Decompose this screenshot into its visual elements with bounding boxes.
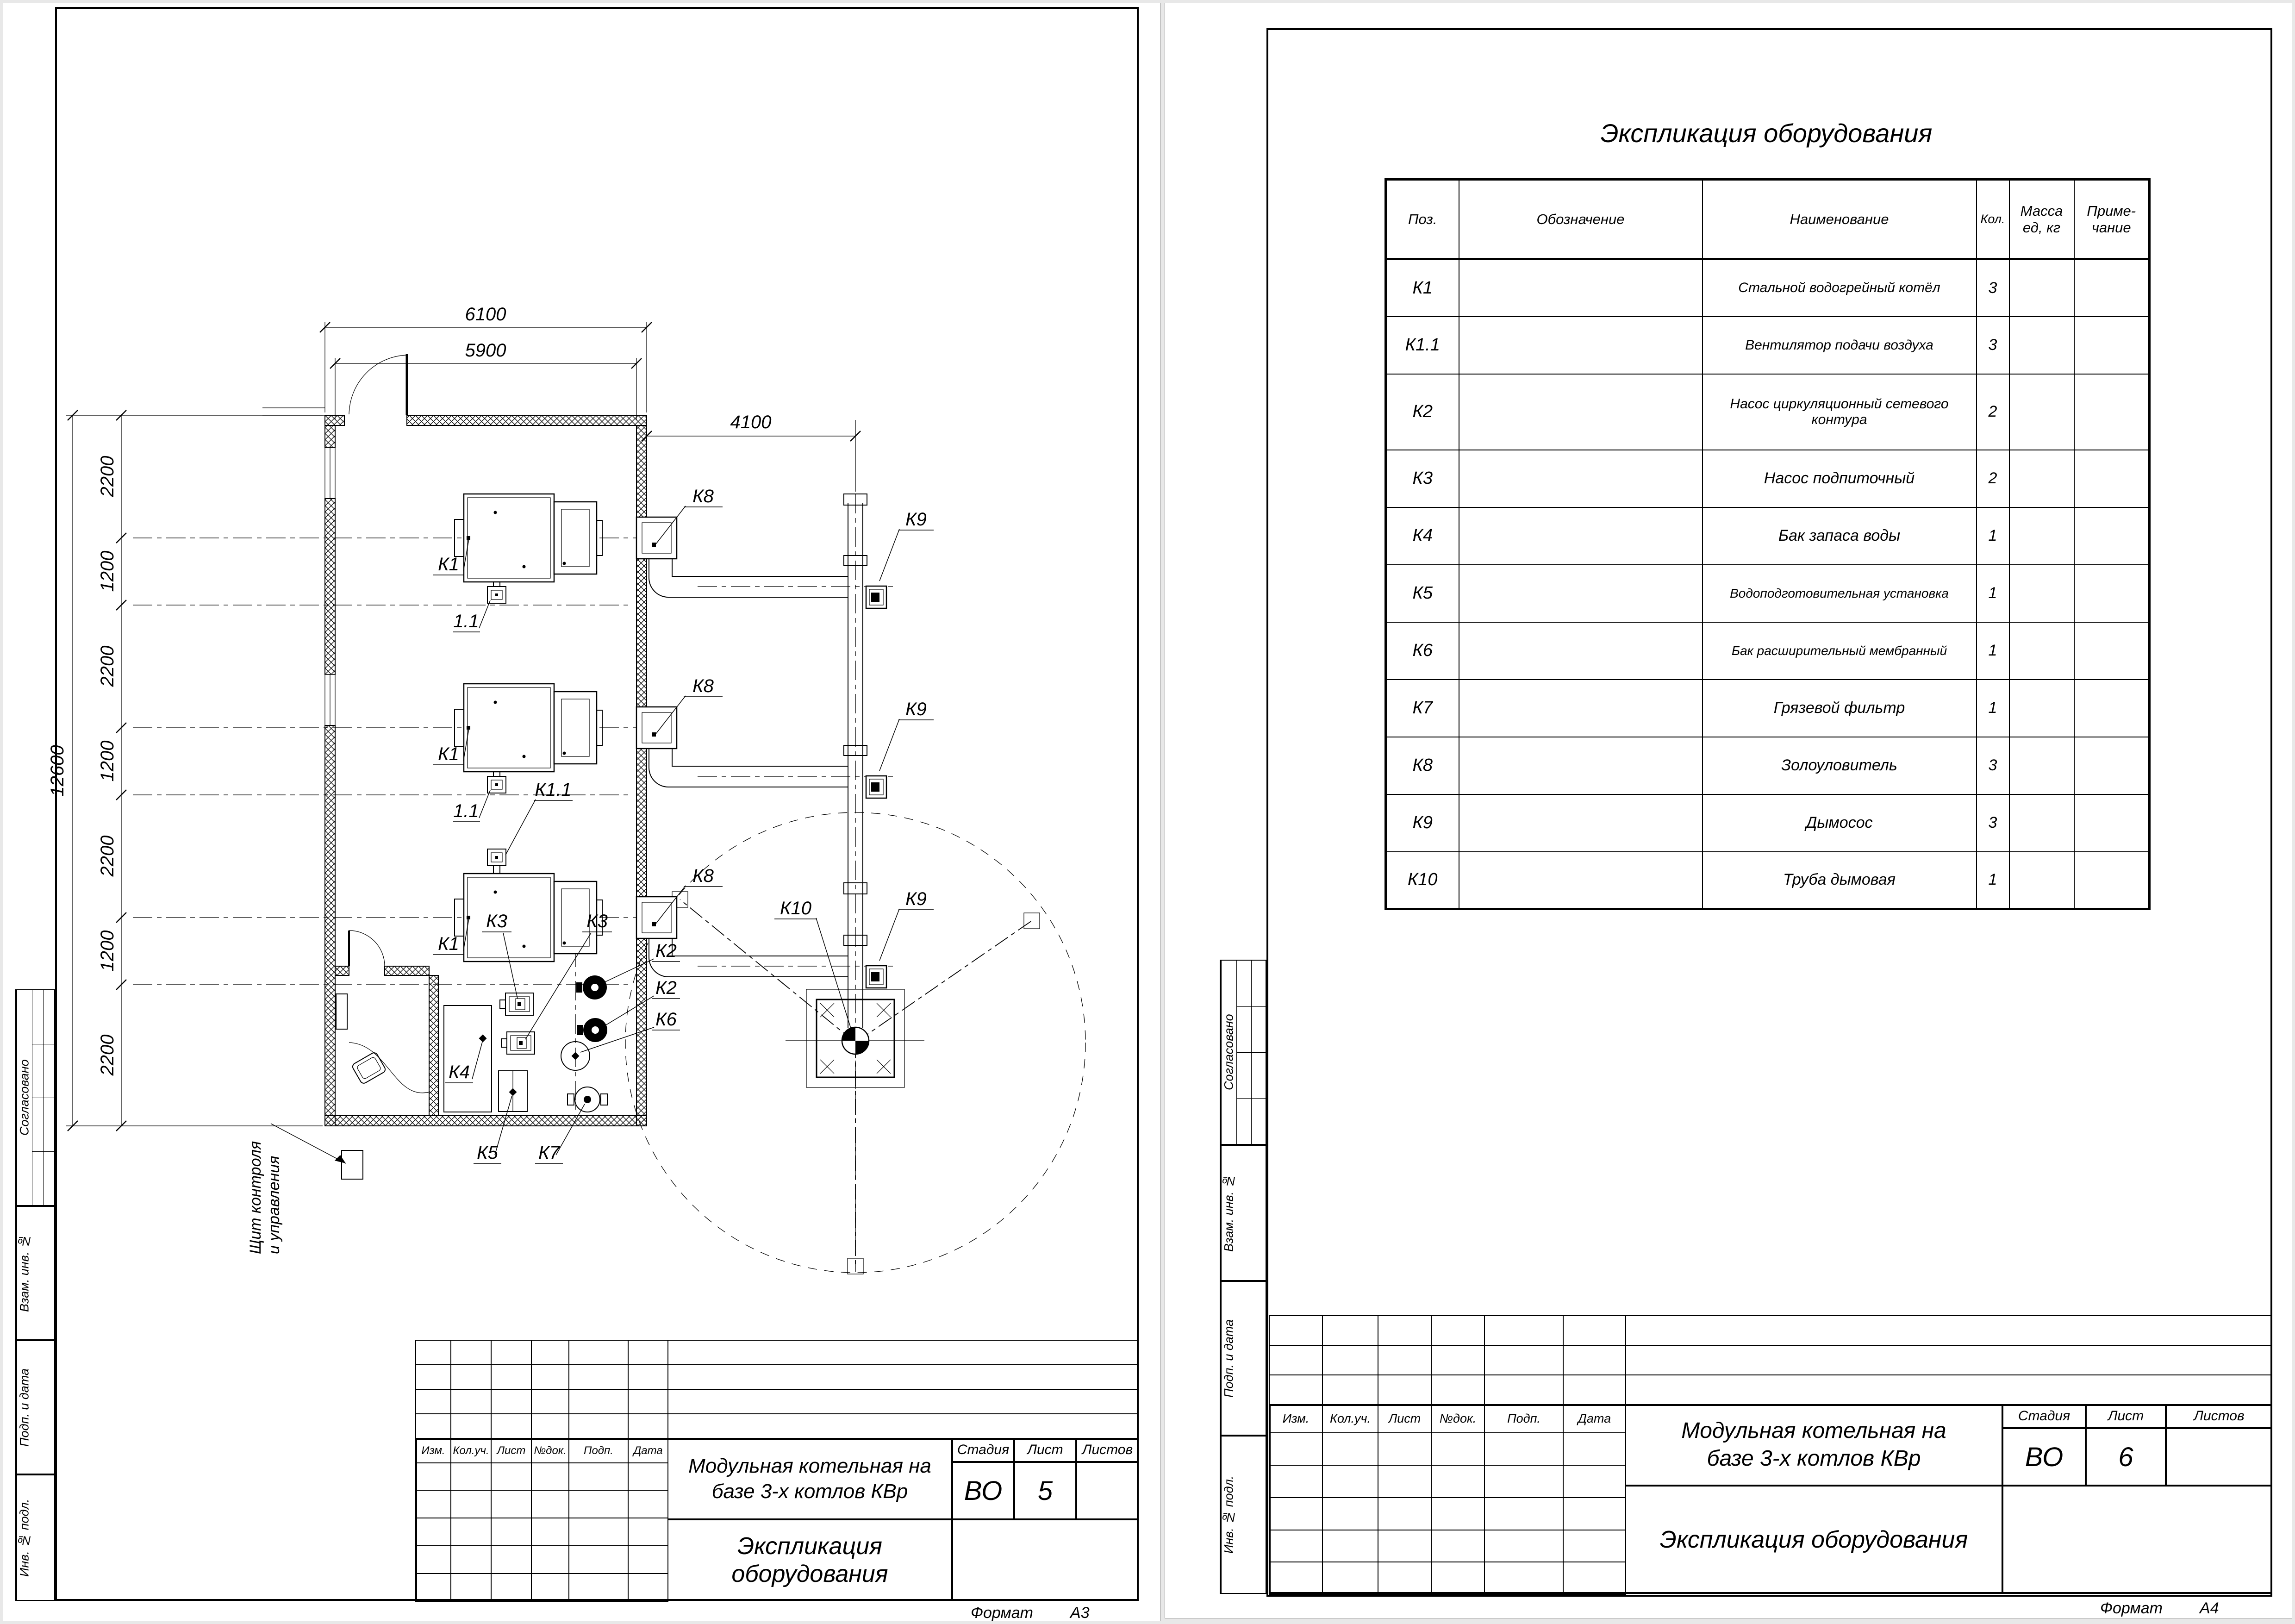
stamp-agreed-label: Согласовано	[16, 990, 32, 1205]
stamp-sign-date: Подп. и дата	[1220, 1281, 1266, 1436]
svg-text:1.1: 1.1	[453, 611, 479, 631]
title-block-left	[415, 1340, 1139, 1601]
table-header-row: Поз. Обозначение Наименование Кол. Масса ед, кг Приме- чание	[1386, 180, 2150, 259]
project-name: Модульная котельная на базе 3-х котлов КВр	[1625, 1404, 2002, 1486]
svg-text:К2: К2	[655, 941, 677, 961]
svg-text:6100: 6100	[465, 304, 506, 325]
sheet-spec	[1165, 3, 2292, 1618]
svg-text:и управления: и управления	[265, 1156, 283, 1254]
svg-text:К10: К10	[780, 898, 812, 918]
svg-text:1.1: 1.1	[453, 801, 479, 821]
sheets-header: Листов	[2166, 1404, 2272, 1428]
svg-text:К1.1: К1.1	[535, 780, 572, 800]
table-row: К6 Бак расширительный мембранный 1	[1386, 622, 2150, 680]
callouts	[247, 486, 934, 1254]
format-note: Формат А3	[971, 1604, 1090, 1622]
table-row: К1.1 Вентилятор подачи воздуха 3	[1386, 317, 2150, 374]
svg-text:К1: К1	[438, 934, 459, 954]
title-block-right	[1269, 1315, 2272, 1594]
sheet-number: 6	[2086, 1428, 2166, 1486]
stamp-agreed: Согласовано	[1220, 960, 1266, 1145]
svg-text:К8: К8	[692, 486, 714, 506]
svg-text:К7: К7	[538, 1143, 560, 1163]
stage-value: ВО	[952, 1462, 1014, 1519]
svg-text:1200: 1200	[97, 930, 118, 972]
sheets-value	[1076, 1462, 1139, 1519]
sheets-header: Листов	[1076, 1438, 1139, 1462]
table-title: Экспликация оборудования	[1600, 119, 1933, 148]
doc-title: Экспликация оборудования	[667, 1519, 952, 1601]
svg-text:К2: К2	[655, 978, 677, 998]
table-row: К7 Грязевой фильтр 1	[1386, 680, 2150, 737]
revision-grid: Изм. Кол.уч. Лист №док. Подп. Дата	[415, 1438, 668, 1602]
table-row: К3 Насос подпиточный 2	[1386, 450, 2150, 507]
svg-text:5900: 5900	[465, 340, 506, 361]
table-row: К5 Водоподготовительная установка 1	[1386, 565, 2150, 622]
stage-header: Стадия	[2002, 1404, 2086, 1428]
revision-ext-grid	[415, 1340, 1139, 1439]
table-row: К1 Стальной водогрейный котёл 3	[1386, 259, 2150, 317]
equipment-table	[1384, 178, 2151, 910]
pump-room-equipment	[336, 975, 607, 1179]
svg-text:2200: 2200	[97, 1034, 118, 1076]
sheet-header: Лист	[1014, 1438, 1076, 1462]
boilers	[455, 494, 602, 962]
svg-text:12600: 12600	[47, 745, 68, 797]
table-row: К2 Насос циркуляционный сетевого контура 2	[1386, 374, 2150, 450]
stamp-sign-date: Подп. и дата	[15, 1340, 55, 1474]
svg-text:К5: К5	[477, 1143, 498, 1163]
svg-text:К3: К3	[486, 911, 507, 931]
stamp-subst-inv: Взам. инв. №	[1220, 1145, 1266, 1281]
svg-text:4100: 4100	[730, 412, 772, 432]
svg-text:К1: К1	[438, 554, 459, 575]
sheet-plan	[3, 3, 1161, 1621]
dimensions	[47, 304, 861, 1131]
svg-text:2200: 2200	[97, 456, 118, 497]
table-row: К9 Дымосос 3	[1386, 794, 2150, 852]
stage-header: Стадия	[952, 1438, 1014, 1462]
svg-text:К8: К8	[692, 676, 714, 696]
stamp-inv-num: Инв. № подл.	[1220, 1436, 1266, 1594]
svg-text:1200: 1200	[97, 740, 118, 782]
svg-text:К6: К6	[655, 1009, 677, 1030]
revision-ext-grid	[1269, 1315, 2272, 1405]
format-note: Формат А4	[2100, 1599, 2219, 1617]
svg-text:К9: К9	[905, 509, 927, 530]
svg-text:К4: К4	[449, 1062, 470, 1082]
revision-grid: Изм. Кол.уч. Лист №док. Подп. Дата	[1269, 1404, 1626, 1595]
svg-text:К9: К9	[905, 699, 927, 719]
stamp-subst-inv: Взам. инв. №	[15, 1206, 55, 1340]
table-row: К4 Бак запаса воды 1	[1386, 507, 2150, 565]
org-cell	[2002, 1486, 2272, 1594]
svg-text:К8: К8	[692, 866, 714, 886]
sheets-value	[2166, 1428, 2272, 1486]
org-cell	[952, 1519, 1139, 1601]
table-row: К10 Труба дымовая 1	[1386, 852, 2150, 909]
svg-text:К1: К1	[438, 744, 459, 764]
svg-text:К3: К3	[586, 911, 608, 931]
sheet-number: 5	[1014, 1462, 1076, 1519]
stage-value: ВО	[2002, 1428, 2086, 1486]
svg-text:1200: 1200	[97, 550, 118, 592]
svg-text:К9: К9	[905, 889, 927, 909]
table-row: К8 Золоуловитель 3	[1386, 737, 2150, 794]
svg-text:Щит контроля: Щит контроля	[247, 1141, 264, 1254]
sheet-header: Лист	[2086, 1404, 2166, 1428]
project-name: Модульная котельная на базе 3-х котлов КВр	[667, 1438, 952, 1519]
doc-title: Экспликация оборудования	[1625, 1486, 2002, 1594]
svg-text:2200: 2200	[97, 835, 118, 877]
svg-text:2200: 2200	[97, 645, 118, 687]
stamp-inv-num: Инв. № подл.	[15, 1474, 55, 1601]
